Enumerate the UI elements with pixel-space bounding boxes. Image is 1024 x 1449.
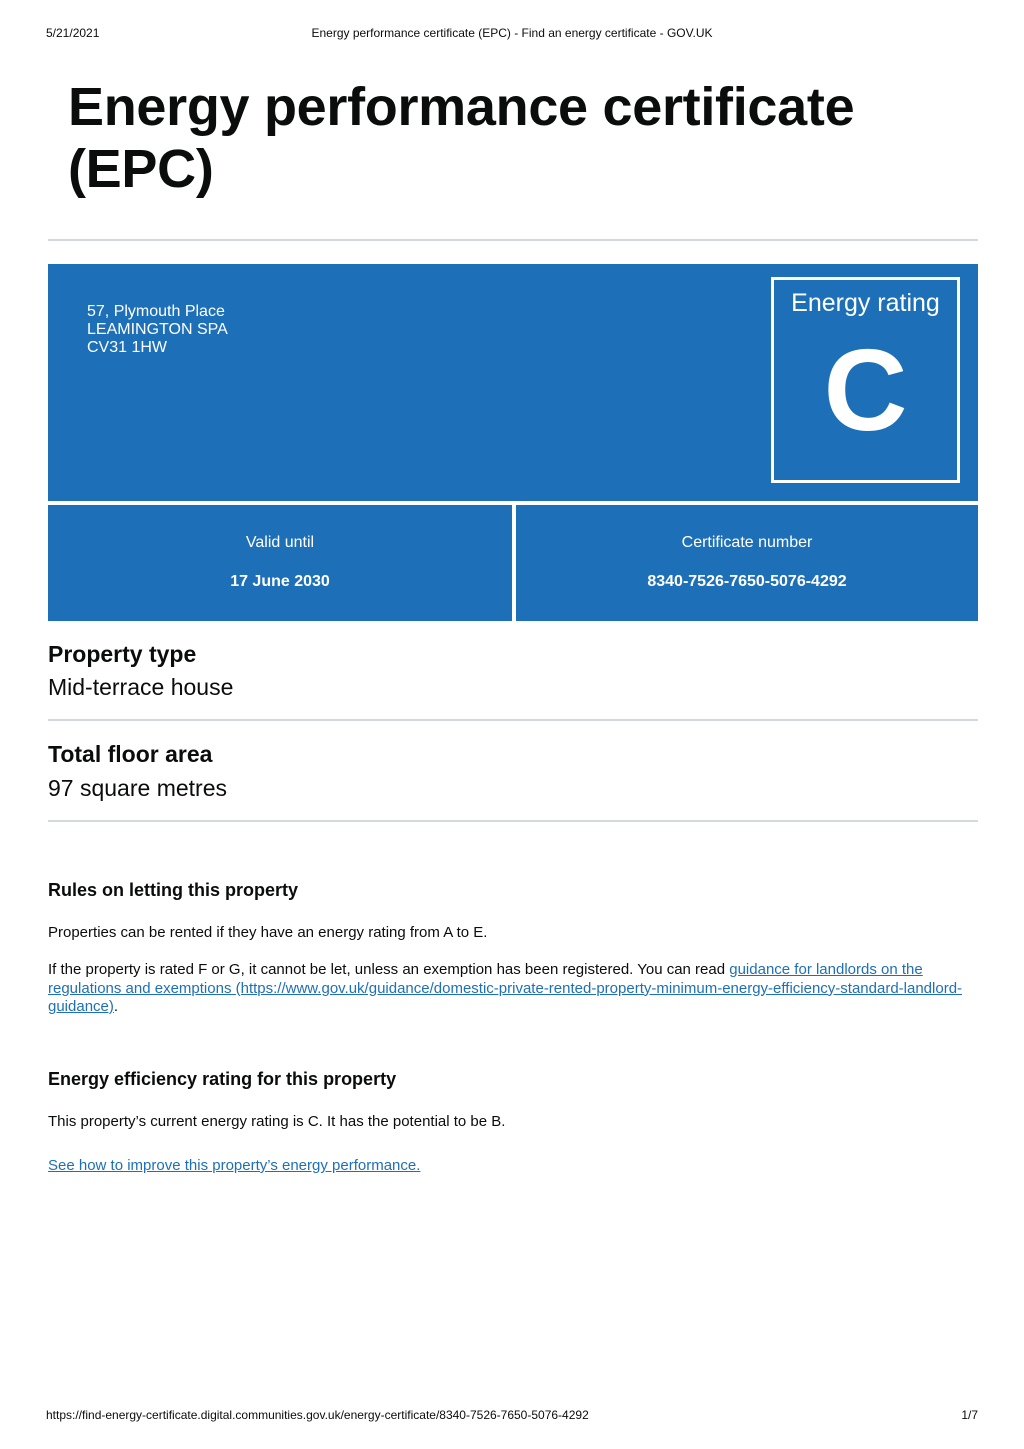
landlord-guidance-link-url: (https://www.gov.uk/guidance/domestic-private-rented-property-minimum-energy-efficiency-standard-landlord-guidance) [48, 979, 963, 1015]
address-postcode: CV31 1HW [87, 339, 168, 356]
certificate-number-value: 8340-7526-7650-5076-4292 [647, 573, 847, 590]
print-page-number: 1/7 [961, 1408, 978, 1422]
letting-rules-text: If the property is rated F or G, it cannot be let, unless an exemption has been registered. You can read [48, 961, 730, 978]
print-footer-url: https://find-energy-certificate.digital.communities.gov.uk/energy-certificate/8340-7526-7650-5076-4292 [46, 1408, 589, 1422]
letting-rules-heading: Rules on letting this property [48, 880, 299, 900]
energy-rating-letter: C [823, 325, 908, 455]
property-address [87, 303, 228, 357]
print-footer [46, 1408, 978, 1424]
valid-until-label: Valid until [245, 534, 315, 551]
page-title: Energy performance certificate (EPC) [68, 77, 855, 199]
print-document-title: Energy performance certificate (EPC) - Find an energy certificate - GOV.UK [311, 26, 713, 40]
efficiency-rating-paragraph: This property’s current energy rating is C. It has the potential to be B. [48, 1113, 506, 1130]
letting-rules-paragraph-1: Properties can be rented if they have an energy rating from A to E. [48, 924, 488, 941]
property-type-value: Mid-terrace house [48, 674, 234, 700]
improve-performance-link[interactable]: See how to improve this property’s energy performance. [48, 1157, 421, 1174]
improve-performance-paragraph [48, 1157, 980, 1176]
valid-until-value: 17 June 2030 [230, 573, 330, 590]
letting-rules-paragraph-2 [48, 961, 980, 1017]
floor-area-divider [48, 820, 978, 822]
certificate-summary-panel [48, 264, 978, 621]
print-header [46, 26, 978, 42]
property-type-divider [48, 719, 978, 721]
certificate-number-label: Certificate number [681, 534, 813, 551]
certificate-number-cell [516, 505, 978, 621]
valid-until-cell [48, 505, 512, 621]
letting-rules-end: . [113, 998, 119, 1015]
floor-area-heading: Total floor area [48, 741, 213, 767]
title-divider [48, 239, 978, 241]
energy-rating-box [771, 277, 960, 483]
address-line-2: LEAMINGTON SPA [87, 321, 228, 338]
address-line-1: 57, Plymouth Place [87, 303, 225, 320]
property-type-heading: Property type [48, 641, 197, 667]
landlord-guidance-link-text: guidance for landlords on the regulations and exemptions [48, 961, 923, 997]
floor-area-value: 97 square metres [48, 775, 227, 801]
print-date: 5/21/2021 [46, 26, 100, 40]
efficiency-rating-heading: Energy efficiency rating for this property [48, 1069, 397, 1089]
energy-rating-label: Energy rating [791, 289, 940, 317]
